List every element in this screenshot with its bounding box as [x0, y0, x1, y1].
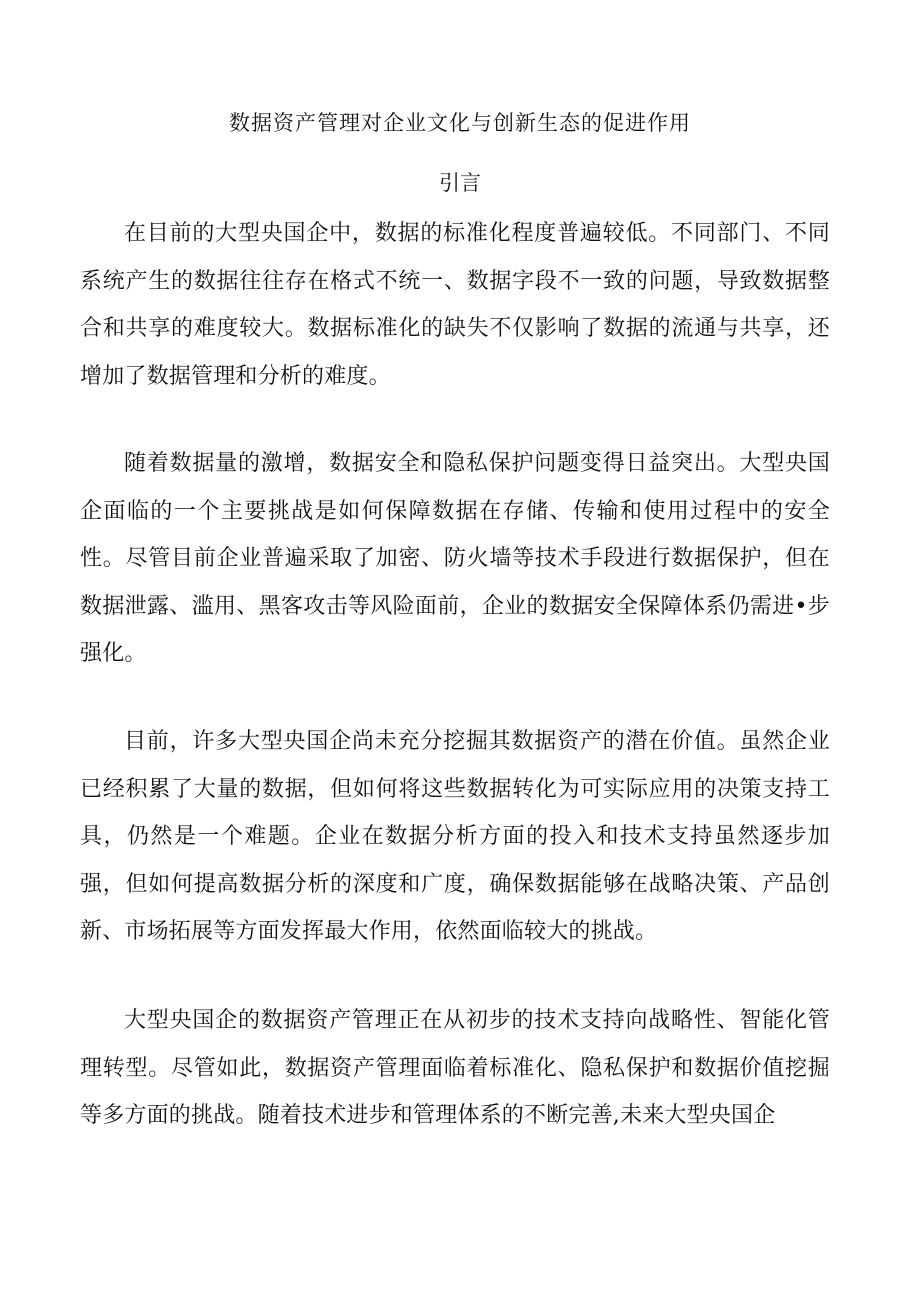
paragraph-4: 大型央国企的数据资产管理正在从初步的技术支持向战略性、智能化管理转型。尽管如此，数据资产管理面临着标准化、隐私保护和数据价值挖掘等多方面的挑战。随着技术进步和管理体系的不断完善,未来大型央国企: [80, 1008, 830, 1128]
section-heading: 引言: [439, 171, 481, 195]
paragraph-1: 在目前的大型央国企中，数据的标准化程度普遍较低。不同部门、不同系统产生的数据往往存在格式不统一、数据字段不一致的问题，导致数据整合和共享的难度较大。数据标准化的缺失不仅影响了数据的流通与共享，还增加了数据管理和分析的难度。: [80, 221, 830, 389]
document-title: 数据资产管理对企业文化与创新生态的促进作用: [229, 111, 691, 135]
paragraph-3: 目前，许多大型央国企尚未充分挖掘其数据资产的潜在价值。虽然企业已经积累了大量的数据，但如何将这些数据转化为可实际应用的决策支持工具，仍然是一个难题。企业在数据分析方面的投入和技术支持虽然逐步加强，但如何提高数据分析的深度和广度，确保数据能够在战略决策、产品创新、市场拓展等方面发挥最大作用，依然面临较大的挑战。: [80, 729, 830, 944]
paragraph-2: 随着数据量的激增，数据安全和隐私保护问题变得日益突出。大型央国企面临的一个主要挑战是如何保障数据在存储、传输和使用过程中的安全性。尽管目前企业普遍采取了加密、防火墙等技术手段进行数据保护，但在数据泄露、滥用、黑客攻击等风险面前，企业的数据安全保障体系仍需进•步强化。: [80, 451, 830, 666]
